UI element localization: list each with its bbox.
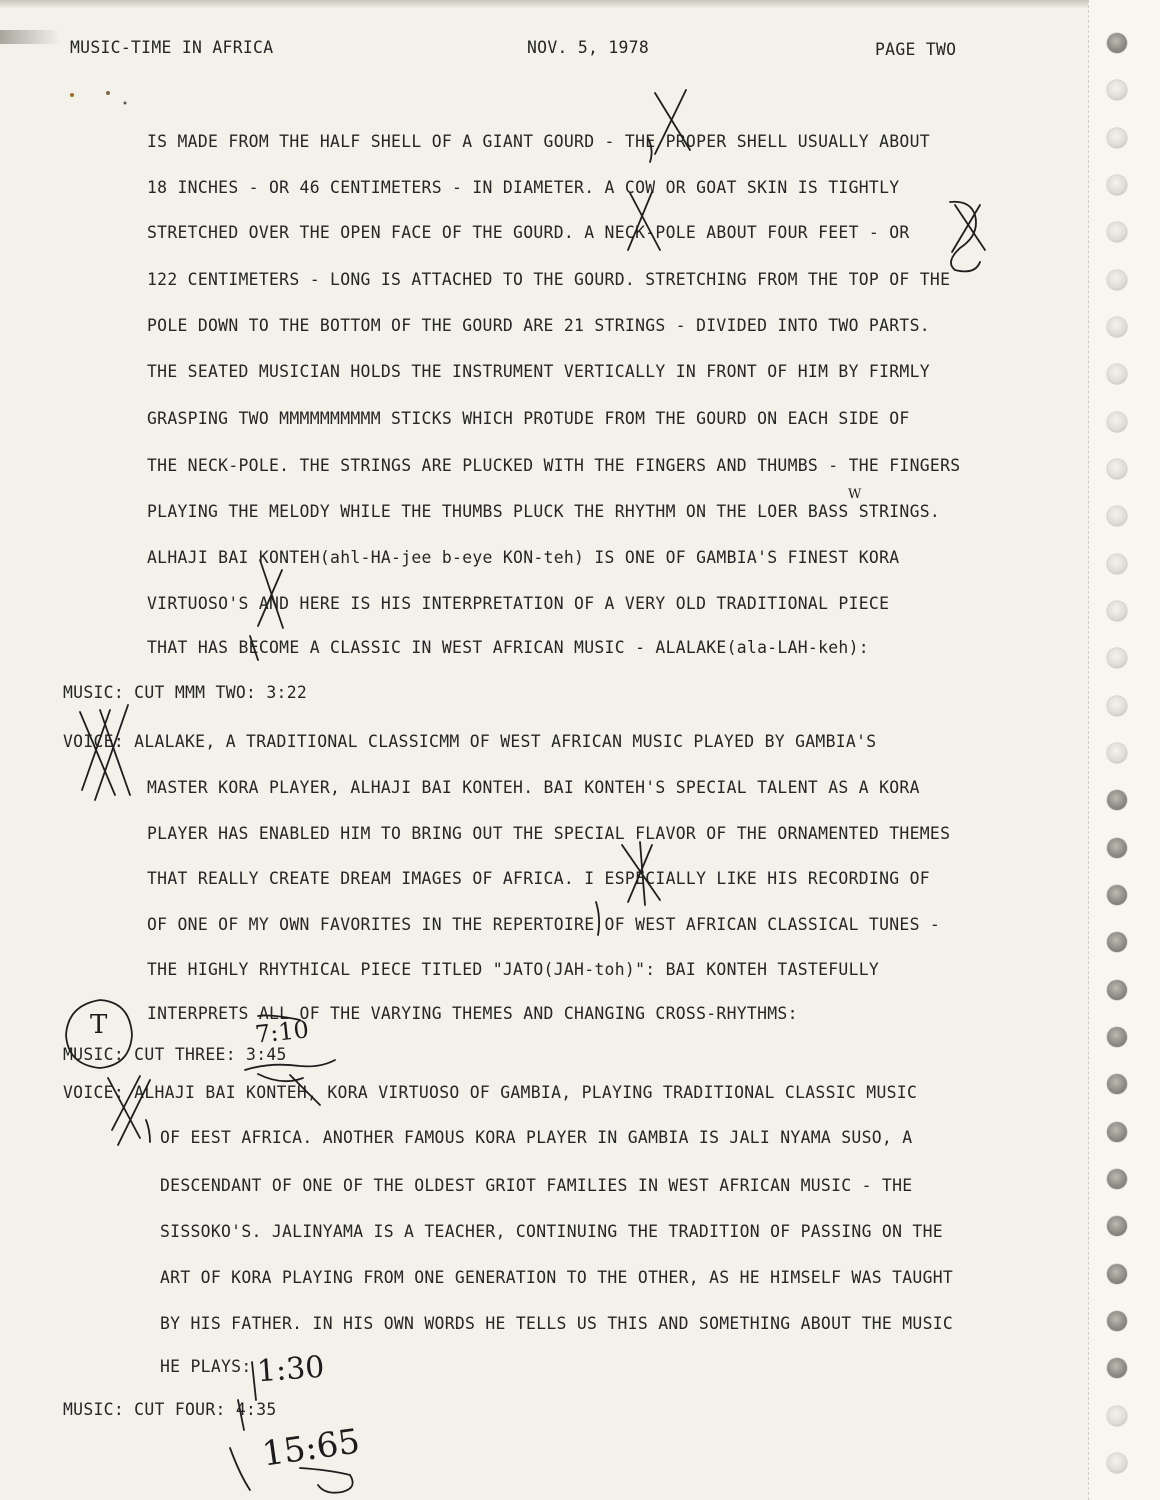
- punch-hole: [1107, 80, 1127, 100]
- punch-hole: [1107, 980, 1127, 1000]
- text-line: OF EEST AFRICA. ANOTHER FAMOUS KORA PLAYER IN GAMBIA IS JALI NYAMA SUSO, A: [160, 1128, 913, 1147]
- text-line: ART OF KORA PLAYING FROM ONE GENERATION TO THE OTHER, AS HE HIMSELF WAS TAUGHT: [160, 1268, 954, 1287]
- program-title: MUSIC-TIME IN AFRICA: [70, 38, 274, 57]
- punch-hole: [1107, 222, 1127, 242]
- punch-hole: [1107, 459, 1127, 479]
- punch-hole: [1107, 412, 1127, 432]
- text-line: THE HIGHLY RHYTHICAL PIECE TITLED "JATO(JAH-toh)": BAI KONTEH TASTEFULLY: [147, 960, 880, 979]
- music-cue: MUSIC: CUT THREE: 3:45: [63, 1045, 287, 1064]
- punch-hole: [1107, 790, 1127, 810]
- punch-hole: [1107, 601, 1127, 621]
- text-line: THE SEATED MUSICIAN HOLDS THE INSTRUMENT VERTICALLY IN FRONT OF HIM BY FIRMLY: [147, 362, 930, 381]
- punch-hole: [1107, 1122, 1127, 1142]
- punch-hole: [1107, 33, 1127, 53]
- punch-hole: [1107, 128, 1127, 148]
- text-line: THAT HAS BECOME A CLASSIC IN WEST AFRICAN MUSIC - ALALAKE(ala-LAH-keh):: [147, 638, 869, 657]
- broadcast-date: NOV. 5, 1978: [527, 38, 650, 57]
- text-line: VIRTUOSO'S AND HERE IS HIS INTERPRETATION OF A VERY OLD TRADITIONAL PIECE: [147, 594, 890, 613]
- page-top-edge: [0, 0, 1090, 8]
- text-line: 18 INCHES - OR 46 CENTIMETERS - IN DIAMETER. A COW OR GOAT SKIN IS TIGHTLY: [147, 178, 900, 197]
- punch-hole: [1107, 838, 1127, 858]
- text-line: MASTER KORA PLAYER, ALHAJI BAI KONTEH. BAI KONTEH'S SPECIAL TALENT AS A KORA: [147, 778, 920, 797]
- punch-hole: [1107, 270, 1127, 290]
- text-line: GRASPING TWO MMMMMMMMMM STICKS WHICH PROTUDE FROM THE GOURD ON EACH SIDE OF: [147, 409, 910, 428]
- text-line: PLAYING THE MELODY WHILE THE THUMBS PLUCK THE RHYTHM ON THE LOER BASS STRINGS.: [147, 502, 941, 521]
- text-line: BY HIS FATHER. IN HIS OWN WORDS HE TELLS US THIS AND SOMETHING ABOUT THE MUSIC: [160, 1314, 954, 1333]
- text-line: THAT REALLY CREATE DREAM IMAGES OF AFRICA. I ESPECIALLY LIKE HIS RECORDING OF: [147, 869, 930, 888]
- punch-hole: [1107, 932, 1127, 952]
- punch-hole: [1107, 696, 1127, 716]
- punch-hole: [1107, 1216, 1127, 1236]
- voice-cue: VOICE: ALALAKE, A TRADITIONAL CLASSICMM OF WEST AFRICAN MUSIC PLAYED BY GAMBIA'S: [63, 732, 877, 751]
- punch-hole: [1107, 1453, 1127, 1473]
- page-left-shadow: [0, 30, 60, 44]
- punch-hole: [1107, 885, 1127, 905]
- text-line: SISSOKO'S. JALINYAMA IS A TEACHER, CONTINUING THE TRADITION OF PASSING ON THE: [160, 1222, 943, 1241]
- text-line: INTERPRETS ALL OF THE VARYING THEMES AND CHANGING CROSS-RHYTHMS:: [147, 1004, 798, 1023]
- text-line: POLE DOWN TO THE BOTTOM OF THE GOURD ARE 21 STRINGS - DIVIDED INTO TWO PARTS.: [147, 316, 930, 335]
- punch-hole: [1107, 1169, 1127, 1189]
- text-line: IS MADE FROM THE HALF SHELL OF A GIANT GOURD - THE PROPER SHELL USUALLY ABOUT: [147, 132, 930, 151]
- music-cue: MUSIC: CUT FOUR: 4:35: [63, 1400, 277, 1419]
- punch-hole: [1107, 1074, 1127, 1094]
- text-line: PLAYER HAS ENABLED HIM TO BRING OUT THE SPECIAL FLAVOR OF THE ORNAMENTED THEMES: [147, 824, 951, 843]
- punch-hole: [1107, 364, 1127, 384]
- handwritten-time-130: 1:30: [255, 1349, 326, 1390]
- music-cue: MUSIC: CUT MMM TWO: 3:22: [63, 683, 308, 702]
- punch-hole: [1107, 1358, 1127, 1378]
- text-line: THE NECK-POLE. THE STRINGS ARE PLUCKED WITH THE FINGERS AND THUMBS - THE FINGERS: [147, 456, 961, 475]
- handwritten-insert-w: W: [848, 487, 862, 502]
- punch-hole: [1107, 175, 1127, 195]
- text-line: DESCENDANT OF ONE OF THE OLDEST GRIOT FAMILIES IN WEST AFRICAN MUSIC - THE: [160, 1176, 913, 1195]
- text-line: OF ONE OF MY OWN FAVORITES IN THE REPERTOIRE OF WEST AFRICAN CLASSICAL TUNES -: [147, 915, 941, 934]
- punch-hole: [1107, 1311, 1127, 1331]
- handwritten-circled-t: T: [90, 1010, 108, 1040]
- handwritten-time-710: 7:10: [253, 1015, 311, 1049]
- punch-hole: [1107, 743, 1127, 763]
- punch-hole: [1107, 1264, 1127, 1284]
- page-number: PAGE TWO: [875, 40, 957, 59]
- punch-hole: [1107, 1406, 1127, 1426]
- punch-hole: [1107, 648, 1127, 668]
- text-line: ALHAJI BAI KONTEH(ahl-HA-jee b-eye KON-teh) IS ONE OF GAMBIA'S FINEST KORA: [147, 548, 900, 567]
- handwritten-total-1565: 15:65: [259, 1421, 363, 1475]
- punch-hole: [1107, 1027, 1127, 1047]
- punch-hole: [1107, 317, 1127, 337]
- text-line: HE PLAYS:: [160, 1357, 252, 1376]
- punch-hole: [1107, 554, 1127, 574]
- punch-hole: [1107, 506, 1127, 526]
- voice-cue: VOICE: ALHAJI BAI KONTEH, KORA VIRTUOSO OF GAMBIA, PLAYING TRADITIONAL CLASSIC MUSIC: [63, 1083, 918, 1102]
- text-line: STRETCHED OVER THE OPEN FACE OF THE GOURD. A NECK-POLE ABOUT FOUR FEET - OR: [147, 223, 910, 242]
- text-line: 122 CENTIMETERS - LONG IS ATTACHED TO THE GOURD. STRETCHING FROM THE TOP OF THE: [147, 270, 951, 289]
